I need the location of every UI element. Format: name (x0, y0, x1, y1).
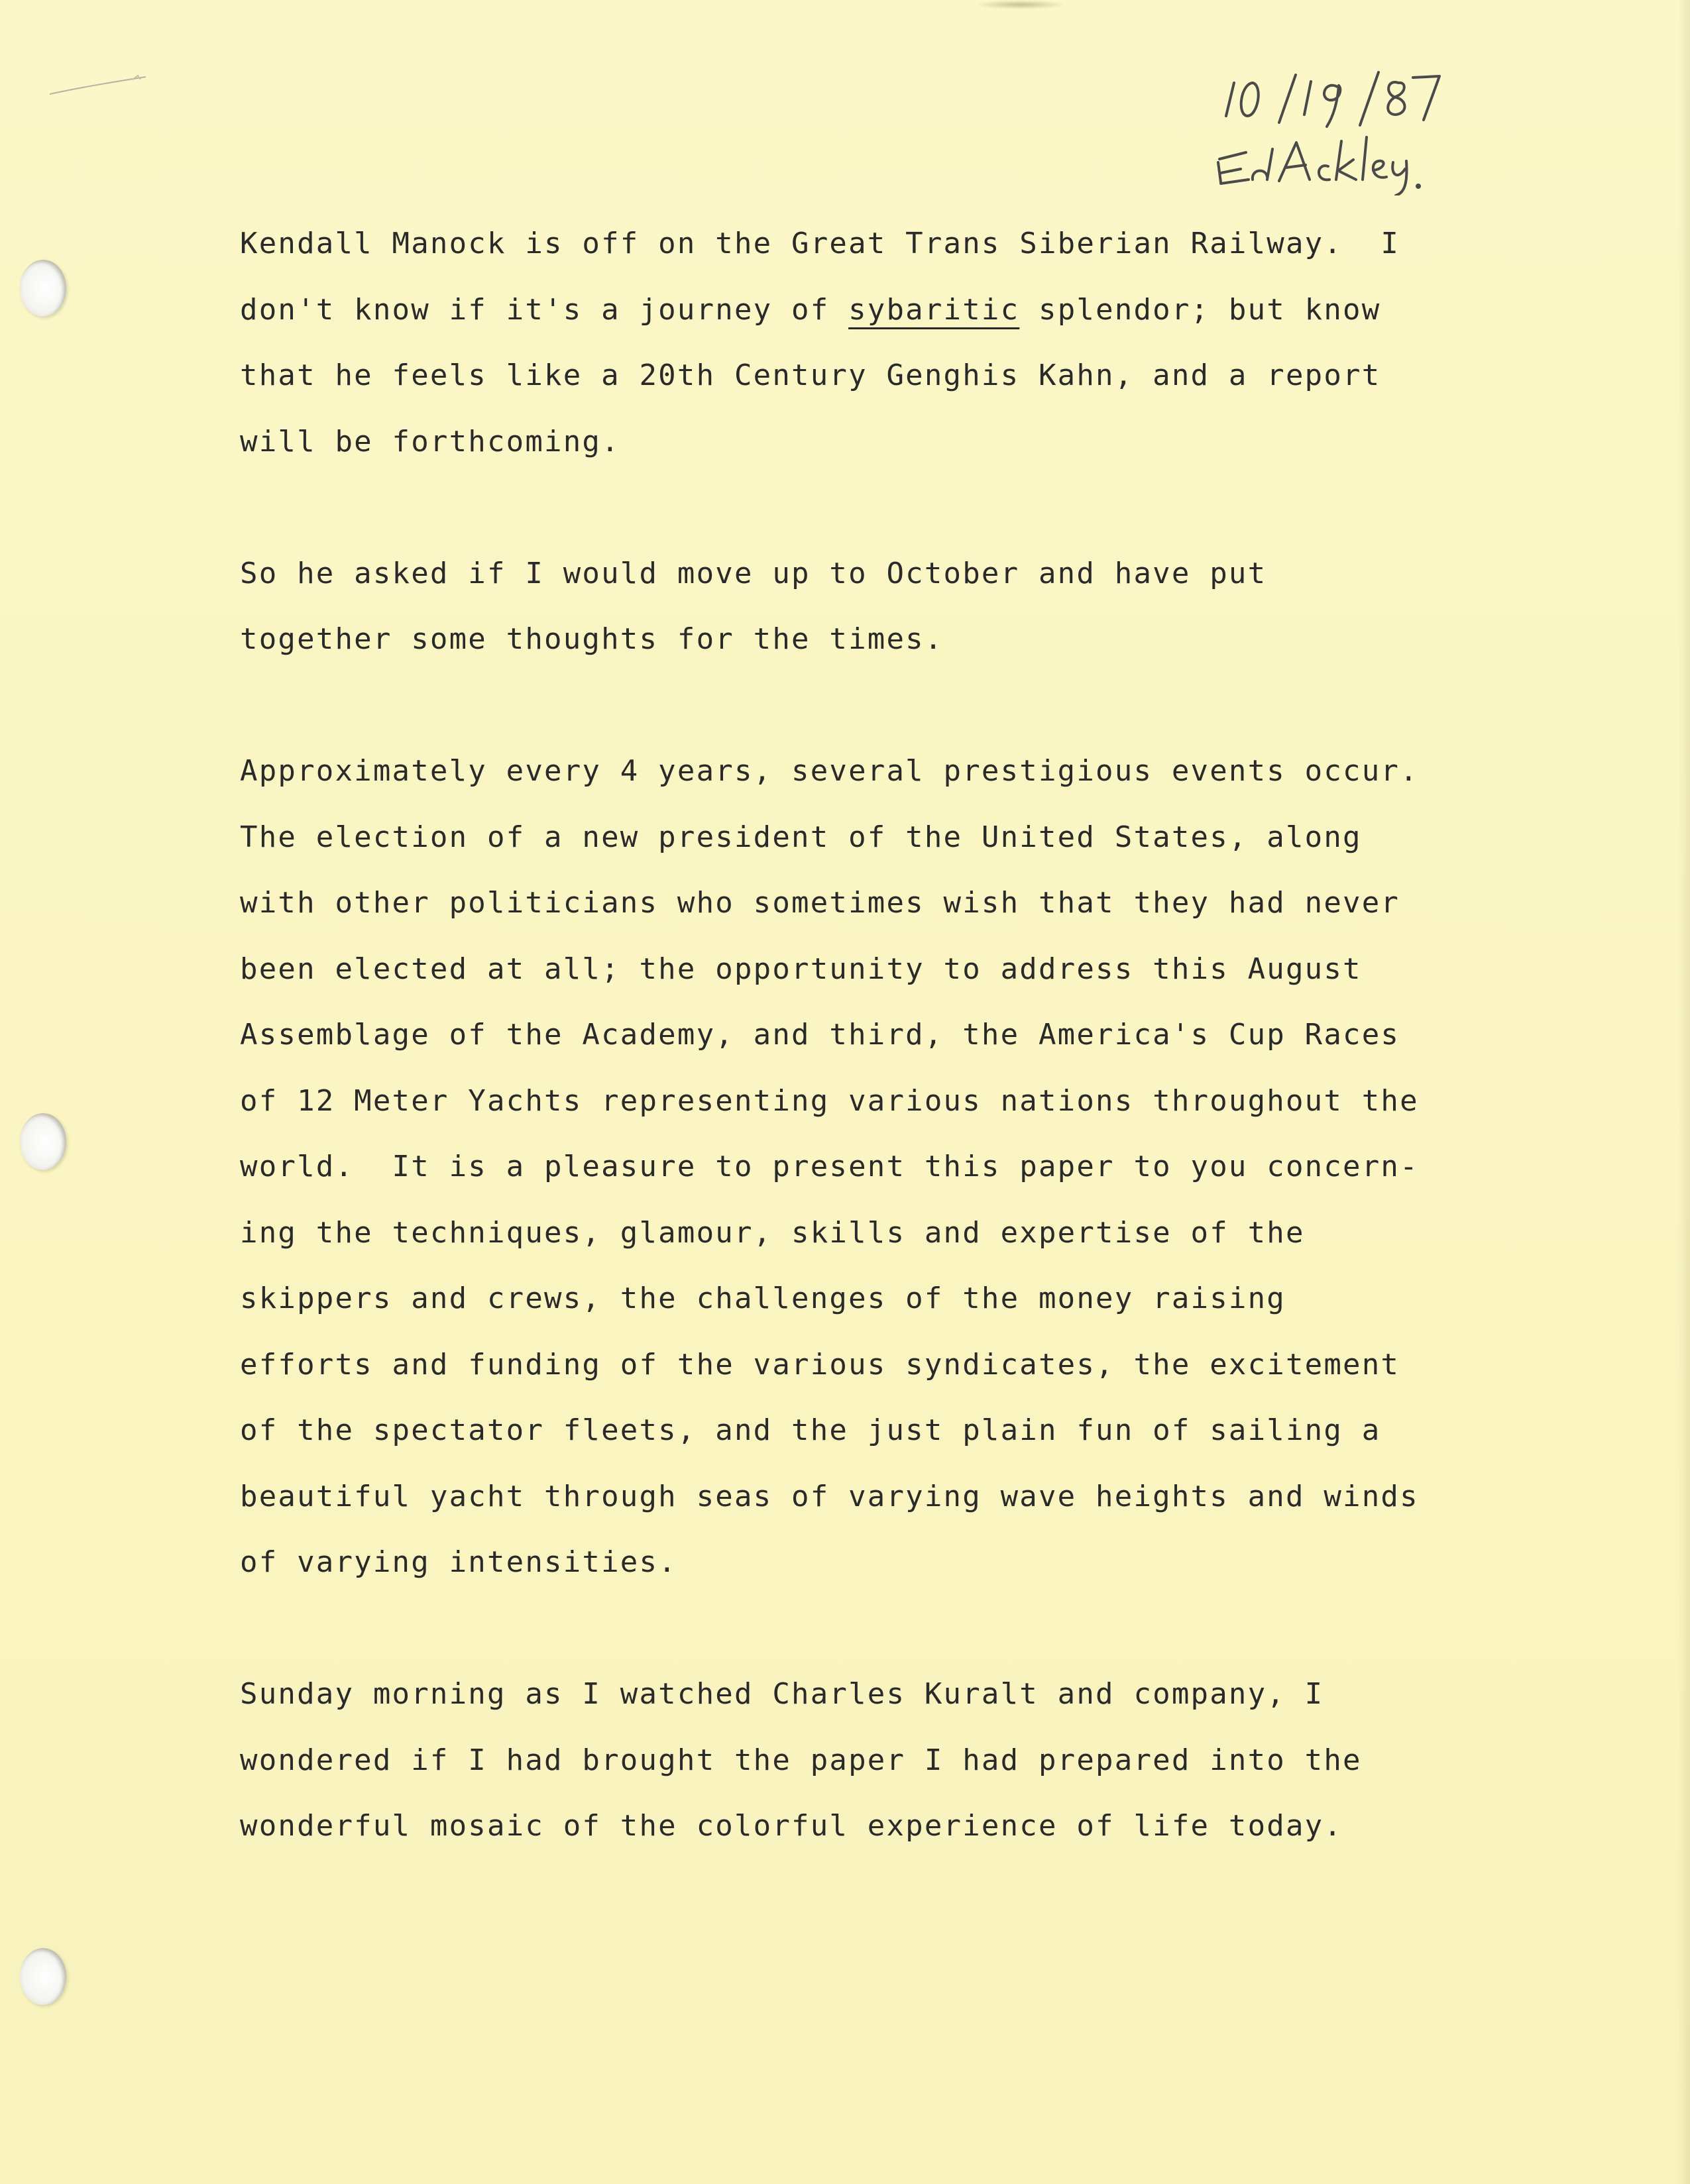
text-line: skippers and crews, the challenges of the money raising (240, 1282, 1286, 1315)
punch-hole-middle (20, 1113, 66, 1170)
handwritten-date-and-name (1180, 63, 1458, 195)
text-line: wonderful mosaic of the colorful experience of life today. (240, 1809, 1343, 1843)
paragraph-october (240, 541, 1499, 673)
paper-stain (974, 0, 1067, 9)
text-line: world. It is a pleasure to present this paper to you concern- (240, 1150, 1419, 1183)
text-line: of 12 Meter Yachts representing various nations throughout the (240, 1083, 1419, 1118)
punch-hole-top (20, 260, 66, 317)
text-line: Kendall Manock is off on the Great Trans Siberian Railway. I (240, 227, 1400, 260)
text-line: wondered if I had brought the paper I had prepared into the (240, 1743, 1362, 1777)
paragraph-kendall-manock (240, 211, 1499, 474)
page-edge-shadow (1678, 0, 1690, 2184)
typed-body-text (240, 211, 1499, 1859)
text-line: of the spectator fleets, and the just plain fun of sailing a (240, 1413, 1381, 1447)
text-line: of varying intensities. (240, 1545, 677, 1579)
text-line (240, 277, 1499, 343)
text-line: Approximately every 4 years, several prestigious events occur. (240, 754, 1419, 788)
text-line: So he asked if I would move up to October and have put (240, 556, 1267, 590)
text-line: Assemblage of the Academy, and third, the America's Cup Races (240, 1018, 1400, 1052)
text-line: beautiful yacht through seas of varying wave heights and winds (240, 1479, 1419, 1513)
handwritten-annotation (1180, 63, 1458, 195)
text-line: The election of a new president of the United States, along (240, 820, 1362, 854)
text-line: with other politicians who sometimes wish that they had never (240, 886, 1400, 920)
paragraph-americas-cup (240, 738, 1499, 1596)
text-line: together some thoughts for the times. (240, 622, 944, 656)
underlined-word-sybaritic: sybaritic (848, 292, 1020, 327)
text-line: Sunday morning as I watched Charles Kuralt and company, I (240, 1677, 1324, 1711)
text-line: been elected at all; the opportunity to address this August (240, 952, 1362, 986)
punch-hole-bottom (20, 1948, 66, 2005)
text-line: will be forthcoming. (240, 424, 620, 459)
paragraph-charles-kuralt (240, 1661, 1499, 1859)
text-segment: splendor; but know (1019, 292, 1381, 327)
text-line: that he feels like a 20th Century Genghis Kahn, and a report (240, 358, 1381, 392)
pencil-scratch-mark (46, 73, 152, 99)
text-line: efforts and funding of the various syndicates, the excitement (240, 1347, 1400, 1382)
text-line: ing the techniques, glamour, skills and expertise of the (240, 1215, 1305, 1250)
text-segment: don't know if it's a journey of (240, 292, 849, 327)
